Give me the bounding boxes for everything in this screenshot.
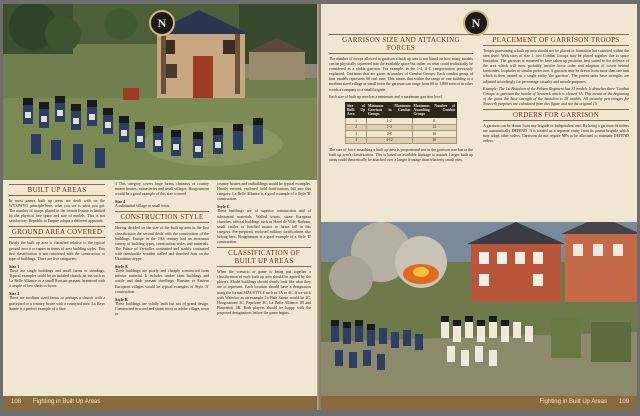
page-number-left: 108 xyxy=(11,399,22,405)
heading-garrison-size: GARRISON SIZE AND ATTACKING FORCES xyxy=(329,34,473,54)
page-number-right: 109 xyxy=(618,399,629,405)
garrison-table xyxy=(345,102,457,144)
table-header-assault: Maximum Number of Assaulting Combat Groups xyxy=(413,103,455,117)
table-cell: 3 xyxy=(346,131,367,137)
paragraph: These buildings are poorly and cheaply constructed from inferior material. It includes timber farm buildings and wattle and daub peasant dwellings. Russian or Eastern European villages would be typical examples of Style 'A' construction. xyxy=(115,269,209,294)
book-spread xyxy=(3,4,637,410)
table-row xyxy=(346,137,457,143)
wargame-photo-town-assault xyxy=(321,222,637,396)
table-cell: 1-2 xyxy=(367,118,413,124)
paragraph: The size of force assaulting a built up area is proportional not to the garrison size but to the built up area's classification. This is based on available frontage to assault. Larger built up areas could theoretically be attacked over a longer frontage than relatively small ones. xyxy=(329,147,473,163)
paragraph: country houses and outbuildings would be typical examples. Hastily erected, enclosed field fortifications fall into this category. La Belle Alliance is a good example of a Style 'B' construction. xyxy=(217,182,312,202)
paragraph: In most games built up areas are dealt with on the WYSIWYG principle here, what you see is what you get. The number of troops placed in the terrain feature is limited by the physical free space and size of models. This is not satisfactory. Republic to Empire adopts a different approach. xyxy=(9,199,105,224)
table-cell: 4 xyxy=(346,137,367,143)
footer-title-right: Fighting in Built Up Areas xyxy=(539,399,607,405)
left-column-3 xyxy=(217,182,311,318)
table-cell: 30 xyxy=(412,137,456,143)
table-cell: 18 xyxy=(412,131,456,137)
right-page xyxy=(321,4,637,410)
heading-classification: CLASSIFICATION OF BUILT UP AREAS xyxy=(217,247,311,267)
paragraph: Troops garrisoning a built up area should not be placed in formation but scattered within the area itself. With sizes of size 1, two Combat Groups may be placed together due to space limitation. The garrison is assumed to have taken up positions best suited to the defence of the area which will most probably involve loose order and adoption of covert behind barricades, loopholes or similar protection. A garrison may be drawn from more than one unit which is then treated as a single entity 'the garrison'. The parent units have strengths are adjusted accordingly for percentage casualty and morale purposes. xyxy=(483,49,629,84)
subheading-style-c: Style C xyxy=(217,204,230,210)
footer-title-left: Fighting in Built Up Areas xyxy=(33,399,101,405)
right-footer xyxy=(321,396,637,410)
left-column-1 xyxy=(9,182,105,314)
subheading-style-a: Style A xyxy=(115,264,128,270)
table-header-garrison: Minimum - Maximum Garrison in Combat Groups xyxy=(368,103,411,117)
subheading-style-b: Style B xyxy=(115,296,128,302)
table-cell: 2-8 xyxy=(367,131,413,137)
heading-ground-area: GROUND AREA COVERED xyxy=(9,226,105,238)
heading-placement: PLACEMENT OF GARRISON TROOPS xyxy=(483,34,629,46)
heading-orders-garrison: ORDERS FOR GARRISON xyxy=(483,109,629,121)
paragraph: Firstly the built up area is classified relative to the typical ground area it occupies in terms of area building styles. This first classification is not concerned with the construction or type of buildings. There are five categories: xyxy=(9,241,105,261)
table-cell: 4-12 xyxy=(367,137,413,143)
paragraph: 3 This category covers large farms, chateaux or country manor houses, monasteries and small villages. Hougoumont would be a good example of this size covered. xyxy=(115,182,209,197)
left-footer xyxy=(3,396,319,410)
table-header-size: Size of Built Up Area xyxy=(347,103,366,117)
paragraph: These buildings are of superior construction and of substantial materials. Walled towns, stone European churches, official buildings such as Hotel de Ville, Rathaus, small castles or fortified manor or farms fall in this category. Pre-prepared, enclosed military fortifications also belong here. Hougoumont is a good example of a Style 'C' construction. xyxy=(217,209,311,245)
paragraph: When the scenario or game is being put together a classification of each built up area should be agreed by the players. Model buildings should clearly look like what they are to represent. Each location should have a designation using the format SIZE/STYLE such as 1A or 4C. If we stick with Waterloo as an example La Haie Sainte would be 2C, Hougoumont 3C, Papelotte 3C, La Belle Alliance 1B and Plancenoit 4B. Both players should be happy with the proposed designations before the game begins. xyxy=(217,270,311,315)
subheading-size-2: Size 2 xyxy=(9,291,20,297)
table-cell: 12 xyxy=(412,124,456,130)
table-cell: 6 xyxy=(412,118,456,124)
subheading-size-4: Size 4 xyxy=(115,199,126,205)
n-emblem-right: N xyxy=(463,10,489,36)
example-paragraph: Example: The 1st Battalion of the Polizen Regiment has 15 models. It detaches three 'Combat Groups' to garrison the hamlet of Neuwerk which is classed 1A. This means at the beginning of the game the base strength of the battalion is 28 models. All casualty percentages for Neuwerk purposes are calculated from this figure and not the original 15. xyxy=(483,86,629,106)
left-column-2 xyxy=(115,182,209,319)
table-cell: 1 xyxy=(346,118,367,124)
heading-built-up-areas: BUILT UP AREAS xyxy=(9,184,105,196)
paragraph: These buildings are solidly built but not of grand design. Constructed in wood and stone, most or adobe village, town or xyxy=(115,301,209,316)
paragraph: These are single buildings and small farms or steadings. Typical examples could be an isolated church, an inn such as La Belle Alliance or a small Russian peasant farmstead with a couple of low sheds or byres. xyxy=(9,268,105,289)
paragraph: A substantial village or small town. xyxy=(115,204,171,209)
subheading-size-1: Size 1 xyxy=(9,263,20,269)
right-column-1 xyxy=(329,32,473,165)
paragraph: These are medium sized farms or perhaps a church with a graveyard or a country house with a courtyard area. La Haye Sainte is a perfect example of a Size xyxy=(9,296,105,311)
paragraph: The number of troops allowed to garrison a built up area is not based on how many models can be physically squeezed into the available space but rather on what could realistically be considered as a viable garrison. For example, in the 1-4, A-C categorisation previously explained. Garrisons that are given in number of Combat Groups. Each combat group of four models represents 60 real men. This means that within the range of one building to a medium sized village or small town the garrison can range from 60 to 1,800 men or in other words a company to a small brigade. xyxy=(329,57,473,92)
left-page xyxy=(3,4,319,410)
heading-construction-style: CONSTRUCTION STYLE xyxy=(115,211,209,223)
paragraph: A garrison can be drawn from any brigade or independent unit. By being a garrison its orders are automatically DEFEND. It is treated as a separate entity from its parent brigade which may adopt other orders. Garrisons do not require MPs to be allocated to maintain DEFEND orders. xyxy=(483,124,629,144)
right-column-2 xyxy=(483,32,629,146)
table-cell: 2 xyxy=(346,124,367,130)
n-emblem-left: N xyxy=(149,10,175,36)
paragraph: Each size of built up area has a minimum and a maximum garrison level. xyxy=(329,94,443,99)
table-cell: 1-4 xyxy=(367,124,413,130)
paragraph: Having decided on the size of the built up area in the first classification the second deals with the construction of the buildings. Europe in the 19th century had an enormous variety of building types, construction styles and materials. The Palace of Versailles contrasted and starkly contrasted with ramshackle wooden walled and thatched huts on the Ukrainian steppe. xyxy=(115,226,209,262)
